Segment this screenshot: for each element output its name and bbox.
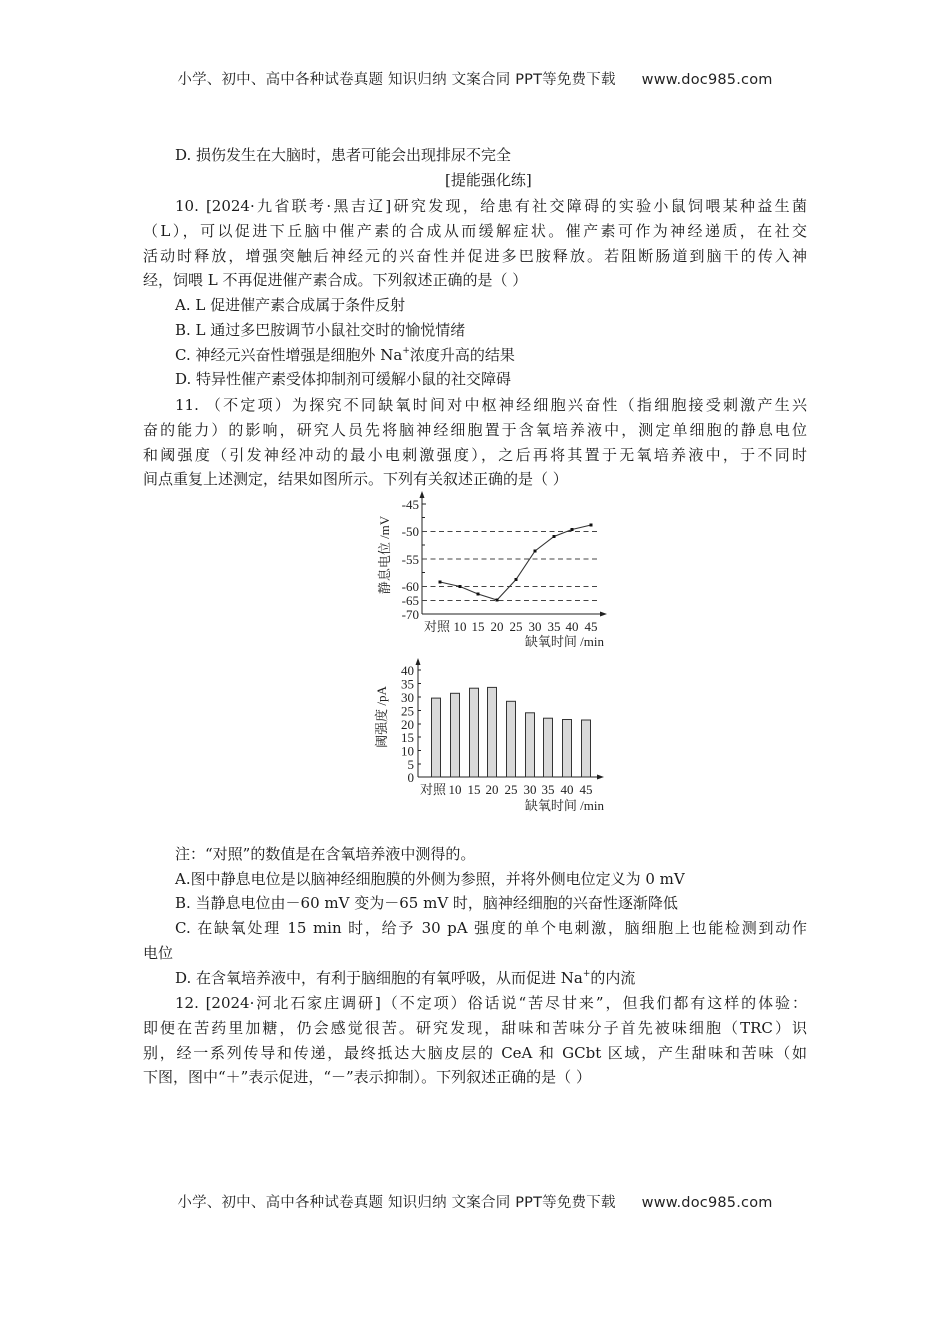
ytick-minus-60: -60 bbox=[401, 579, 419, 594]
bar-xtick-45: 45 bbox=[579, 782, 593, 797]
q12-line-3: 别，经一系列传导和传递，最终抵达大脑皮层的 CeA 和 GCbt 区域，产生甜味和苦味（如 bbox=[143, 1044, 807, 1062]
ytick-minus-70: -70 bbox=[401, 607, 419, 622]
bar-chart-ylabel: 阈强度 /pA bbox=[374, 686, 389, 748]
threshold-bar-chart bbox=[360, 650, 620, 820]
bar-xtick-40: 40 bbox=[560, 782, 574, 797]
prev-option-d: D. 损伤发生在大脑时，患者可能会出现排尿不完全 bbox=[175, 146, 512, 164]
bar-xtick-10: 10 bbox=[448, 782, 462, 797]
resting-potential-series bbox=[440, 525, 591, 600]
q11-option-d-pre: D. 在含氧培养液中，有利于脑细胞的有氧呼吸，从而促进 Na bbox=[175, 969, 583, 987]
header-url[interactable]: www.doc985.com bbox=[641, 72, 773, 88]
ytick-25: 25 bbox=[401, 703, 414, 719]
ytick-35: 35 bbox=[401, 676, 414, 692]
bar-xtick-20: 20 bbox=[485, 782, 499, 797]
xtick-20: 20 bbox=[490, 619, 504, 634]
ytick-40: 40 bbox=[401, 663, 414, 678]
q10-line-2: （L），可以促进下丘脑中催产素的合成从而缓解症状。催产素可作为神经递质，在社交 bbox=[143, 222, 807, 240]
xtick-25: 25 bbox=[509, 619, 523, 634]
bar-xtick-35: 35 bbox=[541, 782, 555, 797]
bar-30 bbox=[526, 713, 535, 777]
bar-xtick-15: 15 bbox=[467, 782, 481, 797]
footer-url[interactable]: www.doc985.com bbox=[641, 1195, 773, 1211]
q11-line-2: 奋的能力）的影响，研究人员先将脑神经细胞置于含氧培养液中，测定单细胞的静息电位 bbox=[143, 421, 807, 439]
section-title: [提能强化练] bbox=[445, 171, 532, 189]
q12-line-1: 12. [2024·河北石家庄调研]（不定项）俗话说“苦尽甘来”，但我们都有这样的体验： bbox=[175, 994, 807, 1012]
bar-xtick-30: 30 bbox=[523, 782, 537, 797]
bar-control bbox=[432, 698, 441, 777]
footer-text: 小学、初中、高中各种试卷真题 知识归纳 文案合同 PPT等免费下载 bbox=[177, 1195, 616, 1211]
bar-15 bbox=[470, 688, 479, 777]
xtick-35: 35 bbox=[547, 619, 561, 634]
superscript-plus: + bbox=[582, 969, 591, 979]
q11-note: 注：“对照”的数值是在含氧培养液中测得的。 bbox=[175, 845, 476, 863]
bar-45 bbox=[582, 720, 591, 777]
bar-chart-xlabel: 缺氧时间 /min bbox=[524, 798, 604, 813]
q11-line-3: 和阈强度（引发神经冲动的最小电刺激强度），之后再将其置于无氧培养液中，于不同时 bbox=[143, 446, 807, 464]
ytick-10: 10 bbox=[401, 743, 414, 759]
q11-option-c-line-2: 电位 bbox=[143, 944, 174, 962]
xtick-45: 45 bbox=[584, 619, 598, 634]
ytick-0: 0 bbox=[407, 770, 414, 785]
q11-option-d bbox=[175, 966, 635, 990]
bar-25 bbox=[507, 701, 516, 777]
header-text: 小学、初中、高中各种试卷真题 知识归纳 文案合同 PPT等免费下载 bbox=[177, 72, 616, 88]
q11-line-1: 11. （不定项）为探究不同缺氧时间对中枢神经细胞兴奋性（指细胞接受刺激产生兴 bbox=[175, 396, 807, 414]
xtick-control: 对照 bbox=[423, 619, 451, 634]
q10-option-c bbox=[175, 343, 515, 367]
bar-xtick-control: 对照 bbox=[419, 782, 447, 797]
q11-line-4: 间点重复上述测定，结果如图所示。下列有关叙述正确的是（ ） bbox=[143, 470, 568, 488]
bar-40 bbox=[563, 720, 572, 778]
q10-option-c-post: 浓度升高的结果 bbox=[409, 346, 515, 364]
bar-20 bbox=[488, 687, 497, 777]
ytick-30: 30 bbox=[401, 690, 414, 705]
xtick-10: 10 bbox=[453, 619, 467, 634]
xtick-30: 30 bbox=[528, 619, 542, 634]
line-chart-xlabel: 缺氧时间 /min bbox=[524, 634, 604, 649]
bar-10 bbox=[451, 693, 460, 777]
q11-option-d-post: 的内流 bbox=[590, 969, 636, 987]
q10-line-4: 经，饲喂 L 不再促进催产素合成。下列叙述正确的是（ ） bbox=[143, 271, 528, 289]
resting-potential-line-chart bbox=[360, 490, 620, 650]
xtick-40: 40 bbox=[565, 619, 579, 634]
xtick-15: 15 bbox=[471, 619, 485, 634]
ytick-minus-65: -65 bbox=[401, 593, 419, 608]
ytick-minus-55: -55 bbox=[401, 552, 419, 567]
q11-option-b: B. 当静息电位由－60 mV 变为－65 mV 时，脑神经细胞的兴奋性逐渐降低 bbox=[175, 894, 678, 912]
line-chart-ylabel: 静息电位 /mV bbox=[377, 515, 392, 595]
superscript-plus: + bbox=[402, 346, 410, 356]
q11-option-c-line-1: C. 在缺氧处理 15 min 时，给予 30 pA 强度的单个电刺激，脑细胞上也能检测到动作 bbox=[175, 919, 807, 937]
q10-line-1: 10. [2024·九省联考·黑吉辽]研究发现，给患有社交障碍的实验小鼠饲喂某种益生菌 bbox=[175, 197, 807, 215]
q10-option-c-pre: C. 神经元兴奋性增强是细胞外 Na bbox=[175, 346, 403, 364]
q10-option-b: B. L 通过多巴胺调节小鼠社交时的愉悦情绪 bbox=[175, 321, 466, 339]
bar-35 bbox=[544, 718, 553, 777]
page-footer bbox=[0, 1191, 950, 1212]
q10-line-3: 活动时释放，增强突触后神经元的兴奋性并促进多巴胺释放。若阻断肠道到脑干的传入神 bbox=[143, 247, 807, 265]
q12-line-4: 下图，图中“＋”表示促进，“－”表示抑制）。下列叙述正确的是（ ） bbox=[143, 1068, 591, 1086]
ytick-minus-50: -50 bbox=[401, 524, 419, 539]
q10-option-a: A. L 促进催产素合成属于条件反射 bbox=[175, 296, 406, 314]
bar-xtick-25: 25 bbox=[504, 782, 518, 797]
ytick-minus-45: -45 bbox=[401, 497, 419, 512]
q12-line-2: 即便在苦药里加糖，仍会感觉很苦。研究发现，甜味和苦味分子首先被味细胞（TRC）识 bbox=[143, 1019, 807, 1037]
q10-option-d: D. 特异性催产素受体抑制剂可缓解小鼠的社交障碍 bbox=[175, 370, 512, 388]
ytick-20: 20 bbox=[401, 717, 414, 732]
ytick-5: 5 bbox=[407, 757, 414, 772]
page-header bbox=[0, 68, 950, 89]
ytick-15: 15 bbox=[401, 730, 414, 745]
q11-option-a: A.图中静息电位是以脑神经细胞膜的外侧为参照，并将外侧电位定义为 0 mV bbox=[175, 870, 685, 888]
